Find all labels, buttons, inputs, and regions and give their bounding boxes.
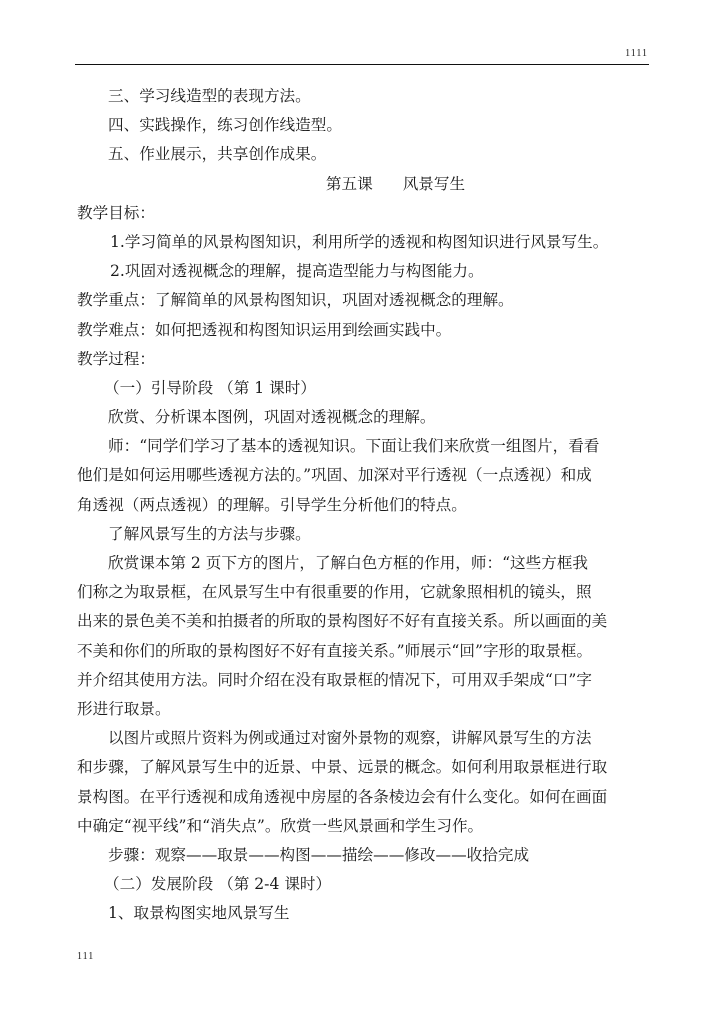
paragraph-line: 师：“同学们学习了基本的透视知识。下面让我们来欣赏一组图片，看看 [108, 437, 600, 456]
stage1-title: （一）引导阶段 （第 1 课时） [104, 378, 316, 397]
paragraph-line: 角透视（两点透视）的理解。引导学生分析他们的特点。 [77, 495, 467, 514]
header-page-number: 1111 [625, 48, 648, 59]
stage1-intro: 欣赏、分析课本图例，巩固对透视概念的理解。 [108, 408, 436, 427]
footer-page-number: 111 [77, 951, 95, 962]
difficulty: 教学难点：如何把透视和构图知识运用到绘画实践中。 [77, 320, 452, 339]
list-item: 三、学习线造型的表现方法。 [108, 87, 311, 105]
paragraph-line: 出来的景色美不美和拍摄者的所取的景构图好不好有直接关系。所以画面的美 [77, 612, 608, 631]
key-point: 教学重点：了解简单的风景构图知识，巩固对透视概念的理解。 [77, 291, 514, 310]
paragraph-line: 以图片或照片资料为例或通过对窗外景物的观察，讲解风景写生的方法 [108, 729, 592, 748]
paragraph-line: 他们是如何运用哪些透视方法的。”巩固、加深对平行透视（一点透视）和成 [77, 466, 592, 485]
list-item: 五、作业展示，共享创作成果。 [108, 145, 327, 164]
paragraph-line: 景构图。在平行透视和成角透视中房屋的各条棱边会有什么变化。如何在画面 [77, 787, 608, 806]
paragraph-line: 不美和你们的所取的景构图好不好有直接关系。”师展示“回”字形的取景框。 [77, 641, 593, 660]
lesson-number: 第五课 [325, 174, 373, 193]
objectives-heading: 教学目标： [77, 203, 155, 222]
paragraph-line: 并介绍其使用方法。同时介绍在没有取景框的情况下，可用双手架成“口”字 [77, 670, 592, 689]
lesson-name: 风景写生 [402, 174, 466, 193]
stage2-title: （二）发展阶段 （第 2-4 课时） [104, 875, 332, 894]
process-heading: 教学过程： [77, 349, 155, 368]
paragraph-line: 中确定“视平线”和“消失点”。欣赏一些风景画和学生习作。 [77, 816, 484, 835]
paragraph-line: 和步骤，了解风景写生中的近景、中景、远景的概念。如何利用取景框进行取 [77, 758, 608, 777]
objective-item: 2.巩固对透视概念的理解，提高造型能力与构图能力。 [110, 262, 484, 281]
paragraph-line: 形进行取景。 [77, 699, 171, 718]
stage2-item: 1、取景构图实地风景写生 [108, 904, 290, 923]
lesson-title [77, 170, 652, 199]
steps-line: 步骤：观察——取景——构图——描绘——修改——收拾完成 [108, 845, 530, 864]
document-body [77, 82, 652, 928]
paragraph-line: 欣赏课本第 2 页下方的图片，了解白色方框的作用，师：“这些方框我 [108, 554, 589, 572]
method-heading: 了解风景写生的方法与步骤。 [108, 524, 311, 543]
header-rule [75, 64, 649, 65]
list-item: 四、实践操作，练习创作线造型。 [108, 116, 342, 135]
paragraph-line: 们称之为取景框，在风景写生中有很重要的作用，它就象照相机的镜头，照 [77, 583, 592, 602]
objective-item: 1.学习简单的风景构图知识，利用所学的透视和构图知识进行风景写生。 [110, 232, 609, 251]
